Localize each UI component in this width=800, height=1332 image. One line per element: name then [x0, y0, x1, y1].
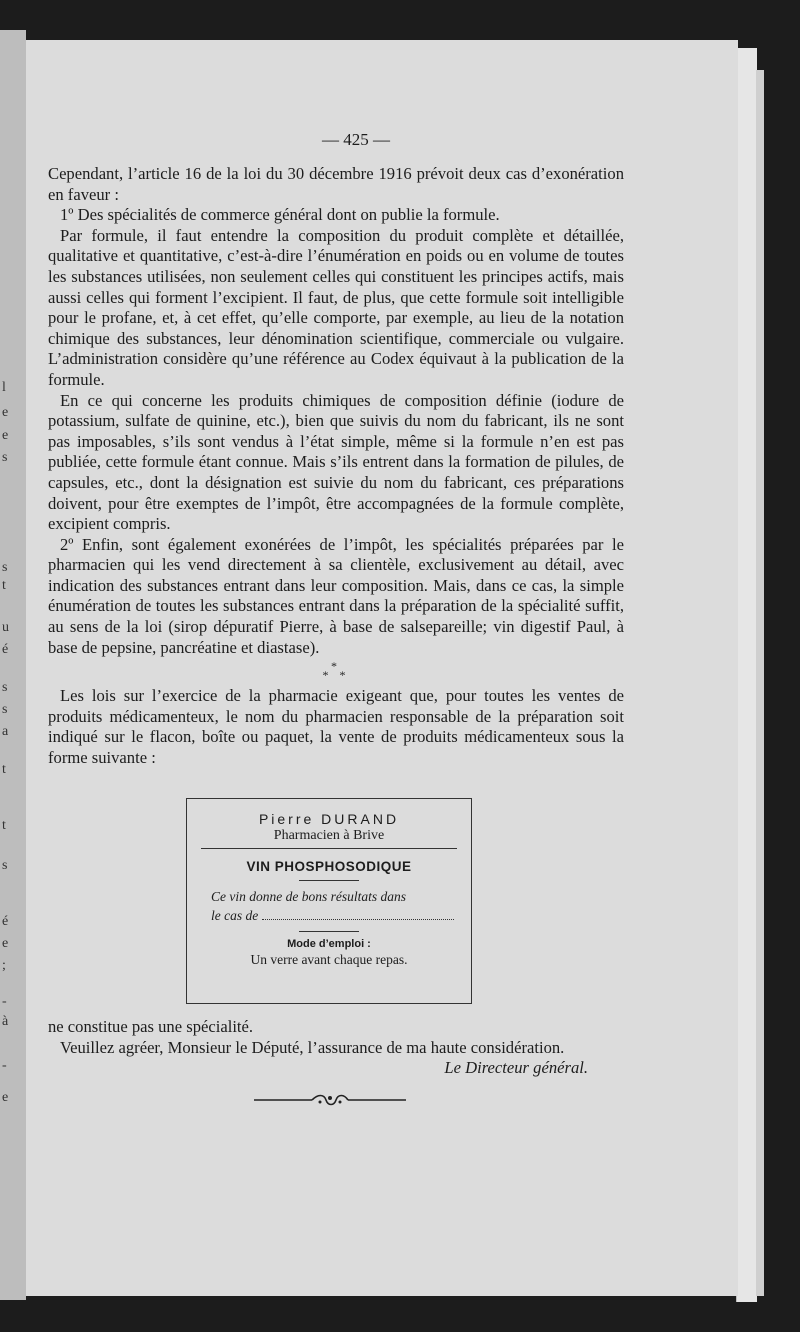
page-number: — 425 —	[322, 130, 390, 149]
margin-letter: t	[2, 578, 6, 593]
margin-letter: s	[2, 858, 8, 873]
page-stack-edge	[736, 48, 757, 1302]
section-separator-stars: * * *	[322, 659, 350, 683]
label-mode-heading: Mode d’emploi :	[287, 938, 371, 950]
label-description-text: le cas de	[211, 908, 259, 923]
margin-letter: u	[2, 620, 9, 635]
signature: Le Directeur général.	[444, 1058, 588, 1078]
margin-letter: e	[2, 1090, 9, 1105]
margin-letter: s	[2, 702, 8, 717]
label-dosage: Un verre avant chaque repas.	[250, 952, 408, 967]
ornament-divider	[254, 1092, 406, 1108]
salutation: Veuillez agréer, Monsieur le Député, l’assurance de ma haute considération.	[60, 1037, 565, 1057]
margin-letter: -	[2, 994, 7, 1009]
paragraph: Par formule, il faut entendre la composition du produit complète et détaillée, qualitative et quantitative, c’est-à-dire l’énumération en poids ou en volume de toutes les substances utilisées, non seulement celles qui constituent les principes actifs, mais aussi celles qui forment l’excipient. Il faut, de plus, que cette formule soit intelligible pour le profane, et, à cet effet, qu’elle comporte, par exemple, au lieu de la notation chimique des substances, leur dénomination scientifique, commerciale ou vulgaire. L’administration considère qu’une référence au Codex équivaut à la publication de la formule.	[48, 225, 624, 389]
label-description	[211, 887, 455, 925]
paragraph: 1º Des spécialités de commerce général dont on publie la formule.	[60, 205, 500, 225]
label-divider-short	[299, 931, 359, 932]
paragraph-continuation: ne constitue pas une spécialité.	[48, 1017, 254, 1036]
paragraph: Cependant, l’article 16 de la loi du 30 décembre 1916 prévoit deux cas d’exonération en faveur :	[48, 164, 624, 204]
margin-letter: e	[2, 428, 9, 443]
pharmacy-label-example	[186, 798, 472, 1004]
margin-letter: t	[2, 762, 6, 777]
margin-letter: t	[2, 818, 6, 833]
label-pharmacist-name: Pierre DURAND	[258, 811, 400, 827]
label-description-line: Ce vin donne de bons résultats dans	[211, 889, 406, 904]
page-stack-edge-back	[756, 70, 764, 1296]
body-text	[48, 164, 624, 769]
paragraph: En ce qui concerne les produits chimiques de composition définie (iodure de potassium, sulfate de quinine, etc.), bien que suivis du nom du fabricant, ils ne sont pas imposables, s’ils sont vendus à l’état simple, même si la formule n’en est pas publiée, cette formule étant connue. Mais s’ils entrent dans la formation de pilules, de capsules, etc., dont la désignation est suivie du nom du fabricant, ces préparations doivent, pour être exemptes de l’impôt, être accompagnées de la formule complète, excipient compris.	[48, 390, 624, 534]
fill-in-dotted-line	[262, 907, 454, 920]
adjacent-page-edge	[0, 30, 26, 1300]
margin-letter: é	[2, 642, 9, 657]
margin-letter: à	[2, 1014, 9, 1029]
margin-letter: e	[2, 936, 9, 951]
label-description-line2	[211, 906, 455, 925]
label-product-name: VIN PHOSPHOSODIQUE	[246, 859, 412, 874]
margin-letter: -	[2, 1058, 7, 1073]
closing-text	[48, 1017, 624, 1079]
margin-letter: é	[2, 914, 9, 929]
margin-letter: l	[2, 380, 6, 395]
document-page	[26, 40, 738, 1296]
margin-letter: s	[2, 560, 8, 575]
margin-letter: ;	[2, 958, 6, 973]
label-divider-short	[299, 880, 359, 881]
label-divider	[201, 848, 457, 849]
paragraph: 2º Enfin, sont également exonérées de l’impôt, les spécialités préparées par le pharmacien qui les vend directement à sa clientèle, exclusivement au détail, avec indication des substances entrant dans leur composition. Mais, dans ce cas, la simple énumération de toutes les substances entrant dans la préparation de la spécialité suffit, au sens de la loi (sirop dépuratif Pierre, à base de salsepareille; vin digestif Paul, à base de pepsine, pancréatine et diastase).	[48, 534, 624, 657]
paragraph: Les lois sur l’exercice de la pharmacie exigeant que, pour toutes les ventes de produits médicamenteux, le nom du pharmacien responsable de la préparation soit indiqué sur le flacon, boîte ou paquet, la vente de produits médicamenteux sous la forme suivante :	[48, 686, 624, 768]
margin-letter: a	[2, 724, 9, 739]
label-profession: Pharmacien à Brive	[273, 828, 385, 843]
margin-letter: e	[2, 405, 9, 420]
margin-letter: s	[2, 450, 8, 465]
margin-letter: s	[2, 680, 8, 695]
